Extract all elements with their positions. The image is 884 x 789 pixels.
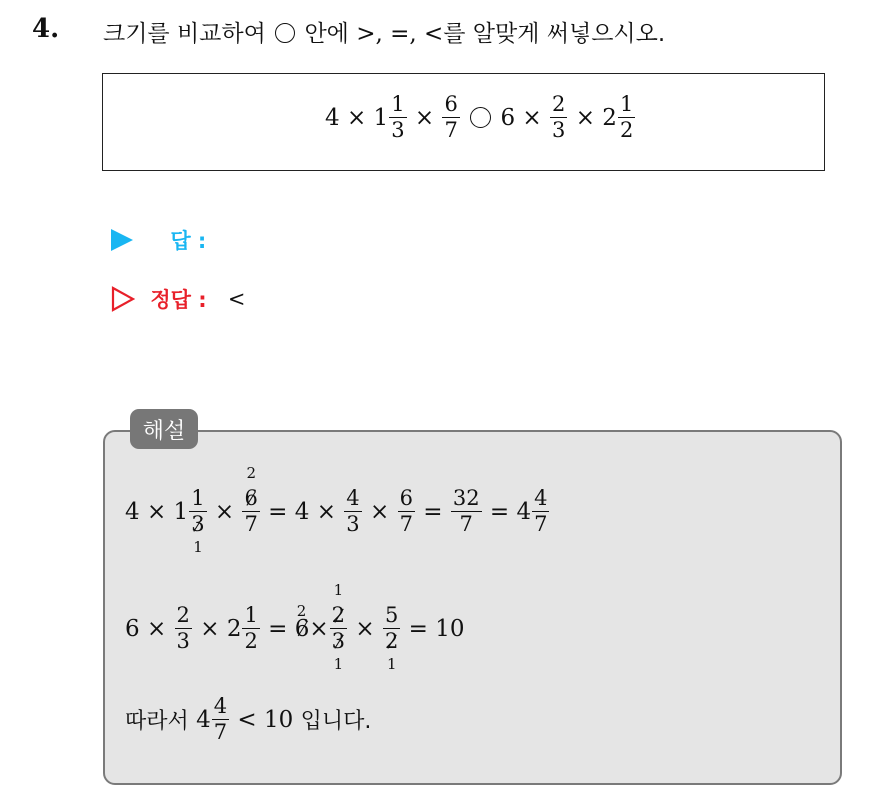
solution-tab: 해설 [130, 409, 198, 449]
fraction: $\frac{6}{7}$ [444, 92, 458, 142]
question-ops: >, =, < [356, 21, 444, 47]
times-sign: × [346, 104, 367, 131]
problem-box [102, 73, 825, 171]
outline-triangle-icon [111, 286, 135, 312]
times-sign: × [414, 104, 435, 131]
circle-icon [470, 107, 491, 128]
problem-term: 2 [602, 104, 617, 131]
correct-answer-value: < [227, 287, 246, 311]
fraction: $\frac{4}{3}$ [346, 486, 360, 536]
fraction: $\frac{6}{7}$ [399, 486, 413, 536]
times-sign: × [575, 104, 595, 131]
fraction: $\frac{2}{3}$ [552, 92, 566, 142]
solution-line-3: 따라서 4 $\frac{4}{7}$ < 10 입니다. [125, 694, 372, 744]
fraction: $\frac{1}{3}$ [391, 92, 405, 142]
question-text-before: 크기를 비교하여 [103, 21, 266, 47]
question-text-end: 를 알맞게 써넣으시오. [443, 21, 666, 47]
question-text [103, 15, 665, 48]
fraction: $\frac{4}{7}$ [534, 486, 548, 536]
solution-line-1: 4 × 1 1 3 1 × 2 6 7 = 4 × $\frac{4}{3}$ × $\frac{6}{7}$ = $\frac{32}{7}$ = 4 $\frac{4}{7}$ [125, 464, 548, 556]
answer-row [111, 225, 206, 255]
problem-term: 4 [325, 104, 340, 131]
fraction: 5 2 1 [384, 603, 399, 673]
circle-icon [275, 23, 295, 43]
correct-answer-row [111, 284, 246, 314]
fraction: 1 2 3 1 [331, 581, 346, 673]
answer-label: 답 : [170, 229, 207, 253]
question-text-after: 안에 [304, 21, 349, 47]
fraction: $\frac{1}{2}$ [244, 603, 258, 653]
problem-expression [325, 94, 636, 141]
fraction: $\frac{4}{7}$ [213, 694, 228, 744]
fraction: $\frac{2}{3}$ [176, 603, 190, 653]
fraction: $\frac{1}{2}$ [619, 92, 634, 142]
correct-answer-label: 정답 : [150, 288, 207, 312]
problem-term: 6 [500, 104, 516, 131]
fraction: $\frac{32}{7}$ [452, 486, 480, 536]
question-number: 4. [32, 14, 60, 44]
times-sign: × [522, 104, 542, 131]
fraction: 1 3 1 [191, 486, 205, 556]
problem-term: 1 [373, 104, 389, 131]
play-triangle-icon [111, 229, 133, 251]
fraction: 2 6 7 [244, 464, 258, 536]
solution-line-2: 6 × $\frac{2}{3}$ × 2 $\frac{1}{2}$ = 2 6× 1 2 3 1 × 5 2 1 = 10 [125, 581, 465, 673]
